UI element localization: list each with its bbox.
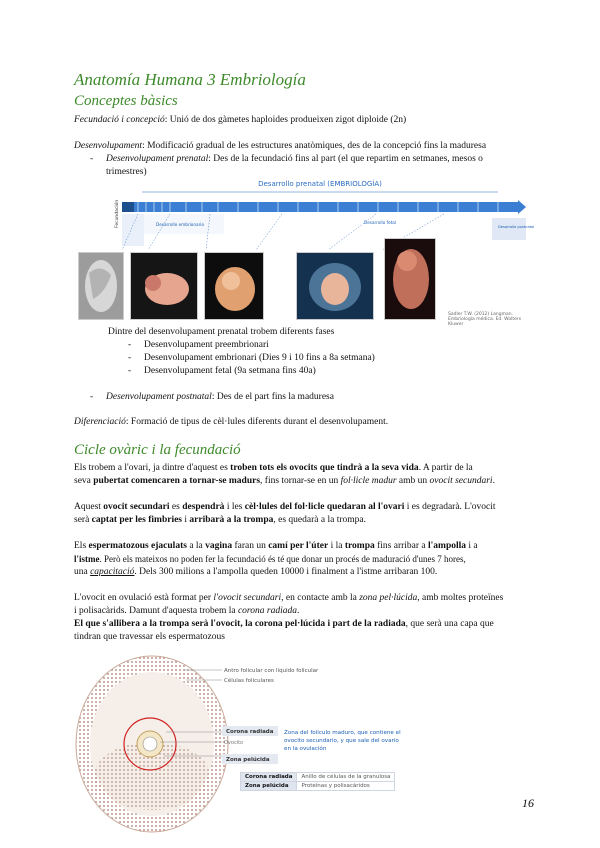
timeline-stage-fetal: Desarrollo fetal — [364, 220, 397, 225]
timeline-banner: Desarrollo prenatal (EMBRIOLOGÍA) — [258, 180, 382, 188]
term: Desenvolupament — [74, 141, 143, 151]
table-cell: Proteínas y polisacáridos — [297, 782, 395, 791]
section-title-cycle: Cicle ovàric i la fecundació — [74, 442, 241, 458]
paragraph-3-line-3: una capacitació. Dels 300 milions a l'ampolla queden 10000 i finalment a l'istme arribaran 100. — [74, 567, 438, 577]
label-antro: Antro folicular con líquido folicular — [224, 668, 319, 674]
embryo-photo-5 — [384, 238, 436, 320]
table-row — [241, 773, 395, 782]
timeline-stage-embryonic: Desarrollo embrionario — [156, 222, 205, 227]
paragraph-4-line-2: i polisacàrids. Damunt d'aquesta trobem la corona radiada. — [74, 606, 300, 616]
term: Desenvolupament prenatal — [106, 154, 209, 164]
paragraph-5-line-1: El que s'allibera a la trompa serà l'ovocit, la corona pel·lúcida i part de la radiada, que serà una capa que — [74, 619, 494, 629]
paragraph-4-line-1: L'ovocit en ovulació està format per l'ovocit secundari, en contacte amb la zona pel·lúcida, amb moltes proteïnes — [74, 593, 504, 603]
paragraph-2-line-2: serà captat per les fimbries i arribarà a la trompa, es quedarà a la trompa. — [74, 515, 366, 525]
timeline-credit: Sadler T.W. (2012) Langman. Embriología médica. Ed. Wolters Kluwer — [448, 312, 522, 327]
paragraph-2-line-1: Aquest ovocit secundari es despendrà i les cèl·lules del fol·licle quedaran al l'ovari i es degradarà. L'ovocit — [74, 502, 496, 512]
paragraph-1-line-2: seva pubertat comencaren a tornar-se madurs, fins tornar-se en un fol·licle madur amb un ovocit secundari. — [74, 476, 495, 486]
section-title-basics: Conceptes bàsics — [74, 93, 178, 109]
prenatal-timeline-figure — [114, 178, 535, 250]
definition-prenatal-cont: trimestres) — [106, 167, 147, 177]
paragraph-5-line-2: tindran que travessar els espermatozous — [74, 632, 225, 642]
bullet-dash: - — [90, 154, 94, 164]
label-ovocito: Ovocito — [224, 740, 244, 746]
bullet-dash: - — [128, 366, 132, 376]
paragraph-3-line-1: Els espermatozous ejaculats a la vagina faran un camí per l'úter i la trompa fins arribar a l'ampolla i a — [74, 541, 478, 551]
term: Diferenciació — [74, 417, 126, 427]
label-corona: Corona radiada — [226, 729, 274, 735]
definition-diferenciacio: Diferenciació: Formació de tipus de cèl·lules diferents durant el desenvolupament. — [74, 417, 389, 427]
embryo-photo-3 — [204, 252, 264, 320]
definition-prenatal: Desenvolupament prenatal: Des de la fecundació fins al part (el que repartim en setmanes, mesos o — [106, 154, 483, 164]
bullet-dash: - — [128, 353, 132, 363]
blue-note-1: Zona del folículo maduro, que contiene el — [284, 730, 401, 736]
phases-intro: Dintre del desenvolupament prenatal trobem diferents fases — [108, 327, 335, 337]
embryo-photo-2 — [130, 252, 198, 320]
phase-item-1: Desenvolupament preembrionari — [144, 340, 269, 350]
timeline-svg — [114, 178, 535, 250]
label-zona: Zona pelúcida — [226, 757, 270, 763]
embryo-photo-4 — [296, 252, 374, 320]
phase-item-2: Desenvolupament embrionari (Dies 9 i 10 fins a 8a setmana) — [144, 353, 375, 363]
timeline-left-label: Fecundación — [115, 199, 120, 228]
phase-item-3: Desenvolupament fetal (9a setmana fins 40a) — [144, 366, 316, 376]
definition-desenvolupament: Desenvolupament: Modificació gradual de les estructures anatòmiques, des de la concepció fins la maduresa — [74, 141, 487, 151]
page-title: Anatomía Humana 3 Embriología — [74, 70, 306, 89]
table-cell: Anillo de células de la granulosa — [297, 773, 395, 782]
bullet-dash: - — [128, 340, 132, 350]
blue-note-3: en la ovulación — [284, 746, 327, 752]
timeline-stage-postnatal: Desarrollo postnatal — [498, 225, 535, 229]
label-cells: Células foliculares — [224, 678, 274, 684]
definition-fecundacio: Fecundació i concepció: Unió de dos gàmetes haploides produeixen zigot diploide (2n) — [74, 115, 407, 125]
table-cell: Zona pelúcida — [241, 782, 297, 791]
table-row — [241, 782, 395, 791]
paragraph-1-line-1: Els trobem a l'ovari, ja dintre d'aquest es troben tots els ovocits que tindrà a la seva vida. A partir de la — [74, 463, 473, 473]
follicle-table — [240, 772, 395, 791]
embryo-photo-1 — [78, 252, 124, 320]
paragraph-3-line-2: l'istme. Però els mateixos no poden fer la fecundació és té que donar un procés de maduració d'unes 7 hores, — [74, 554, 466, 564]
blue-note-2: ovocito secundario, y que sale del ovario — [284, 738, 399, 744]
embryo-photos — [78, 252, 530, 327]
term: Desenvolupament postnatal — [106, 392, 212, 402]
term: Fecundació i concepció — [74, 115, 165, 125]
bullet-dash: - — [90, 392, 94, 402]
table-cell: Corona radiada — [241, 773, 297, 782]
page-number: 16 — [522, 796, 534, 810]
definition-postnatal: Desenvolupament postnatal: Des de el part fins la maduresa — [106, 392, 334, 402]
